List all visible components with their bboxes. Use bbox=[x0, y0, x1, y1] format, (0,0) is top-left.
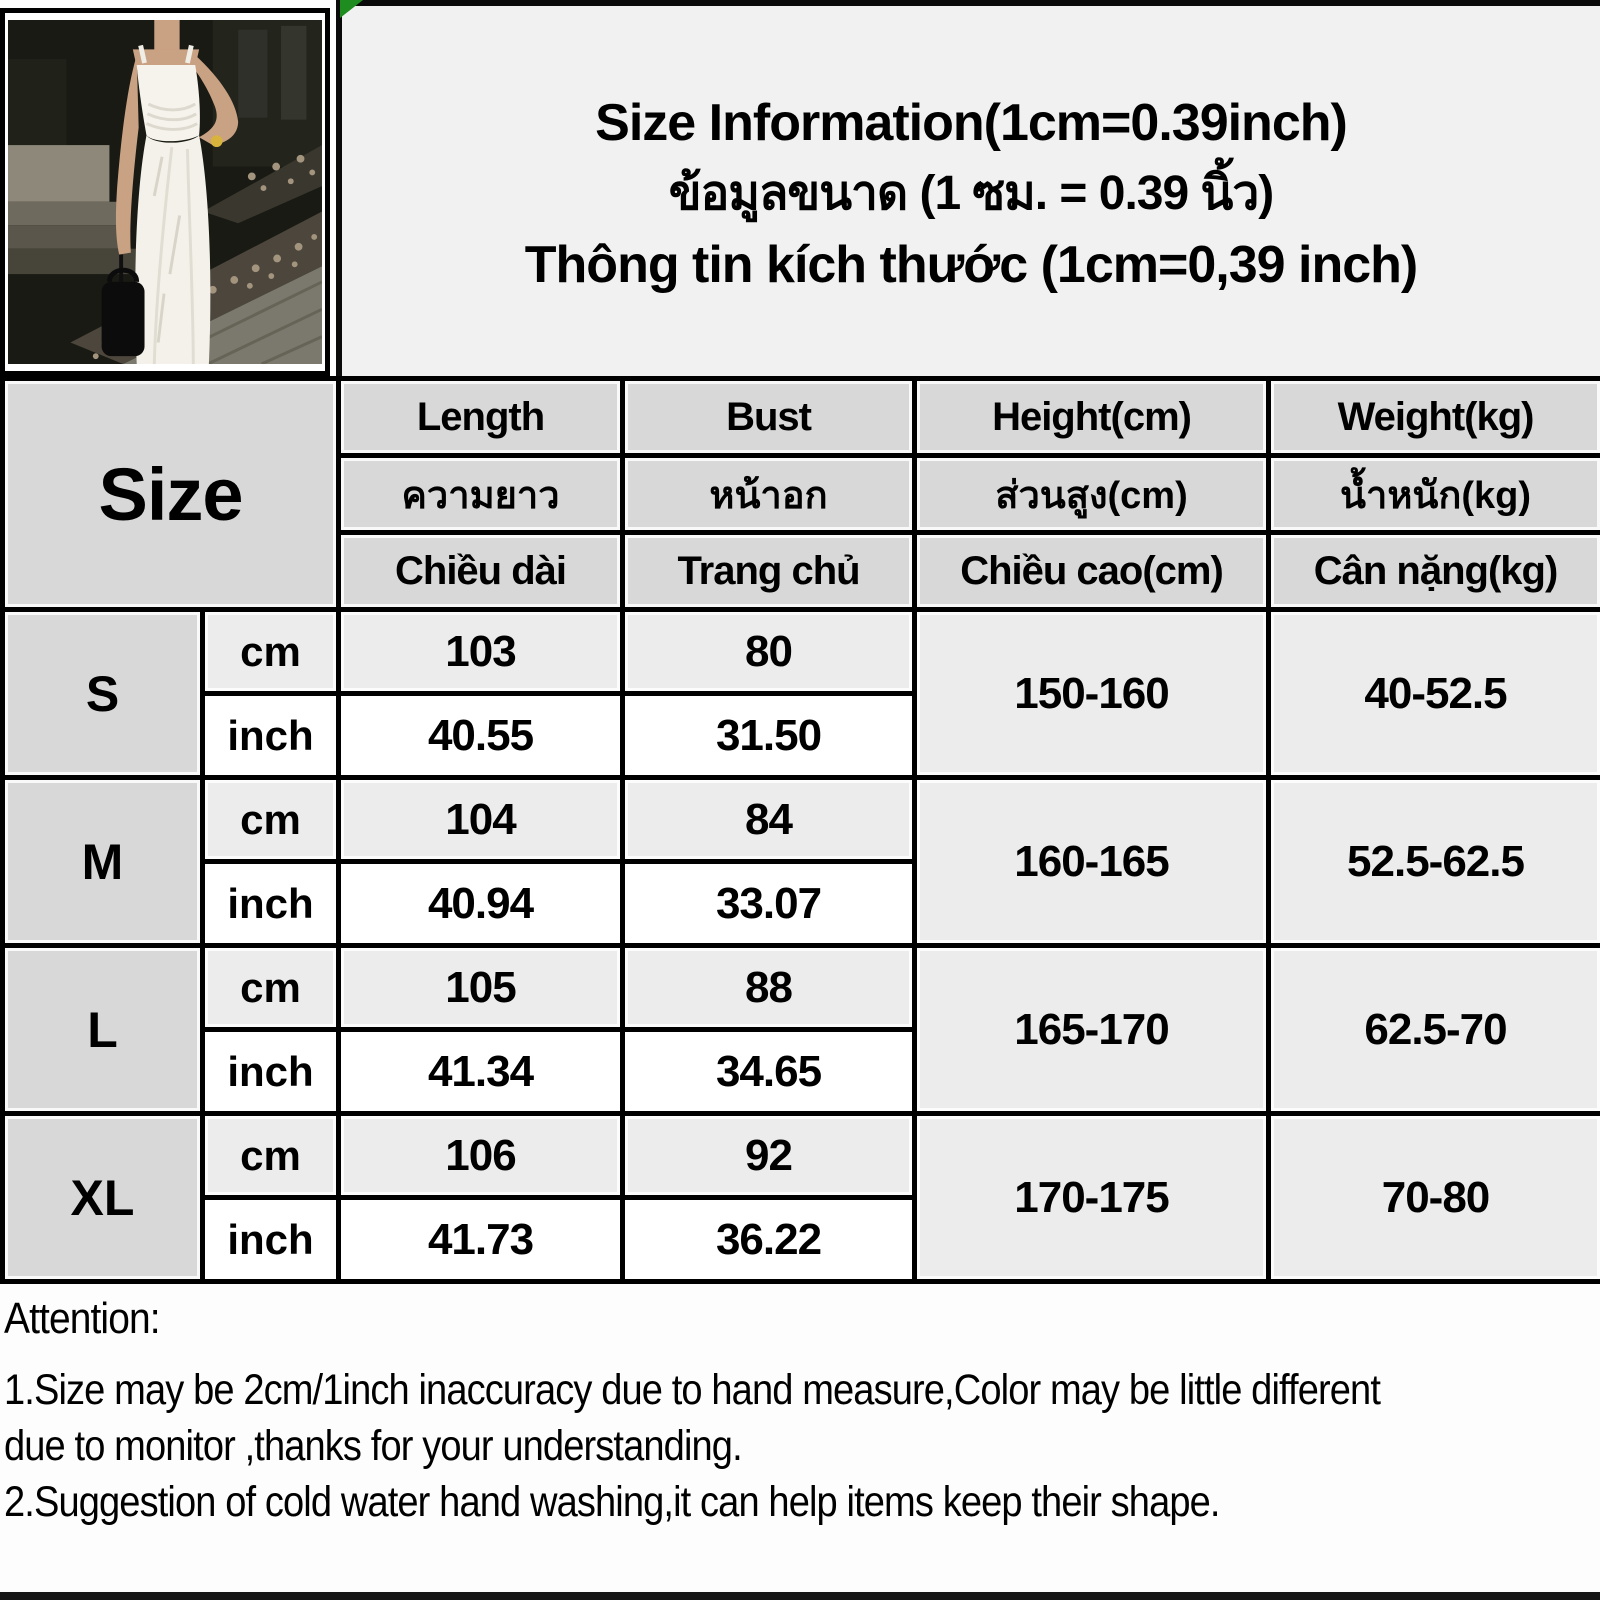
s-weight: 40-52.5 bbox=[1269, 610, 1600, 778]
unit-cell-inch: inch bbox=[203, 862, 339, 946]
table-row-l-cm bbox=[3, 946, 1600, 1030]
s-bust-cm: 80 bbox=[623, 610, 915, 694]
header-weight-th: น้ำหนัก(kg) bbox=[1269, 456, 1600, 533]
m-bust-inch: 33.07 bbox=[623, 862, 915, 946]
s-length-inch: 40.55 bbox=[339, 694, 623, 778]
unit-cell-inch: inch bbox=[203, 694, 339, 778]
m-length-cm: 104 bbox=[339, 778, 623, 862]
header-bust-en: Bust bbox=[623, 379, 915, 456]
xl-length-cm: 106 bbox=[339, 1114, 623, 1198]
m-weight: 52.5-62.5 bbox=[1269, 778, 1600, 946]
size-table bbox=[0, 376, 1600, 1284]
unit-cell-inch: inch bbox=[203, 1030, 339, 1114]
header-length-th: ความยาว bbox=[339, 456, 623, 533]
unit-cell-cm: cm bbox=[203, 610, 339, 694]
table-row-s-cm bbox=[3, 610, 1600, 694]
xl-weight: 70-80 bbox=[1269, 1114, 1600, 1282]
title-thai: ข้อมูลขนาด (1 ซม. = 0.39 นิ้ว) bbox=[668, 167, 1274, 220]
title-english: Size Information(1cm=0.39inch) bbox=[595, 94, 1347, 152]
title-block bbox=[336, 0, 1600, 376]
unit-cell-cm: cm bbox=[203, 778, 339, 862]
product-photo bbox=[0, 8, 330, 376]
header-length-vi: Chiều dài bbox=[339, 533, 623, 610]
attention-notes bbox=[4, 1284, 1597, 1530]
m-height: 160-165 bbox=[915, 778, 1269, 946]
product-photo-illustration bbox=[8, 20, 322, 364]
header-bust-th: หน้าอก bbox=[623, 456, 915, 533]
header-bust-vi: Trang chủ bbox=[623, 533, 915, 610]
size-header-cell: Size bbox=[3, 379, 339, 610]
unit-cell-cm: cm bbox=[203, 946, 339, 1030]
unit-cell-inch: inch bbox=[203, 1198, 339, 1282]
attention-line-3: 2.Suggestion of cold water hand washing,it can help items keep their shape. bbox=[4, 1478, 1220, 1526]
header-length-en: Length bbox=[339, 379, 623, 456]
attention-heading: Attention: bbox=[4, 1294, 160, 1343]
bottom-bar bbox=[0, 1592, 1600, 1600]
title-vietnamese: Thông tin kích thước (1cm=0,39 inch) bbox=[524, 236, 1418, 294]
s-height: 150-160 bbox=[915, 610, 1269, 778]
s-bust-inch: 31.50 bbox=[623, 694, 915, 778]
m-bust-cm: 84 bbox=[623, 778, 915, 862]
header-height-th: ส่วนสูง(cm) bbox=[915, 456, 1269, 533]
l-bust-inch: 34.65 bbox=[623, 1030, 915, 1114]
corner-flag-icon bbox=[340, 0, 363, 18]
s-length-cm: 103 bbox=[339, 610, 623, 694]
size-cell-s: S bbox=[3, 610, 203, 778]
attention-line-1: 1.Size may be 2cm/1inch inaccuracy due to hand measure,Color may be little different bbox=[4, 1366, 1381, 1414]
table-row-xl-cm bbox=[3, 1114, 1600, 1198]
header-weight-vi: Cân nặng(kg) bbox=[1269, 533, 1600, 610]
size-cell-l: L bbox=[3, 946, 203, 1114]
xl-height: 170-175 bbox=[915, 1114, 1269, 1282]
xl-bust-inch: 36.22 bbox=[623, 1198, 915, 1282]
l-height: 165-170 bbox=[915, 946, 1269, 1114]
attention-line-2: due to monitor ,thanks for your understanding. bbox=[4, 1422, 742, 1470]
header-height-en: Height(cm) bbox=[915, 379, 1269, 456]
l-weight: 62.5-70 bbox=[1269, 946, 1600, 1114]
unit-cell-cm: cm bbox=[203, 1114, 339, 1198]
xl-length-inch: 41.73 bbox=[339, 1198, 623, 1282]
xl-bust-cm: 92 bbox=[623, 1114, 915, 1198]
size-cell-xl: XL bbox=[3, 1114, 203, 1282]
header-height-vi: Chiều cao(cm) bbox=[915, 533, 1269, 610]
l-length-inch: 41.34 bbox=[339, 1030, 623, 1114]
m-length-inch: 40.94 bbox=[339, 862, 623, 946]
size-cell-m: M bbox=[3, 778, 203, 946]
l-length-cm: 105 bbox=[339, 946, 623, 1030]
l-bust-cm: 88 bbox=[623, 946, 915, 1030]
table-row-m-cm bbox=[3, 778, 1600, 862]
header-weight-en: Weight(kg) bbox=[1269, 379, 1600, 456]
